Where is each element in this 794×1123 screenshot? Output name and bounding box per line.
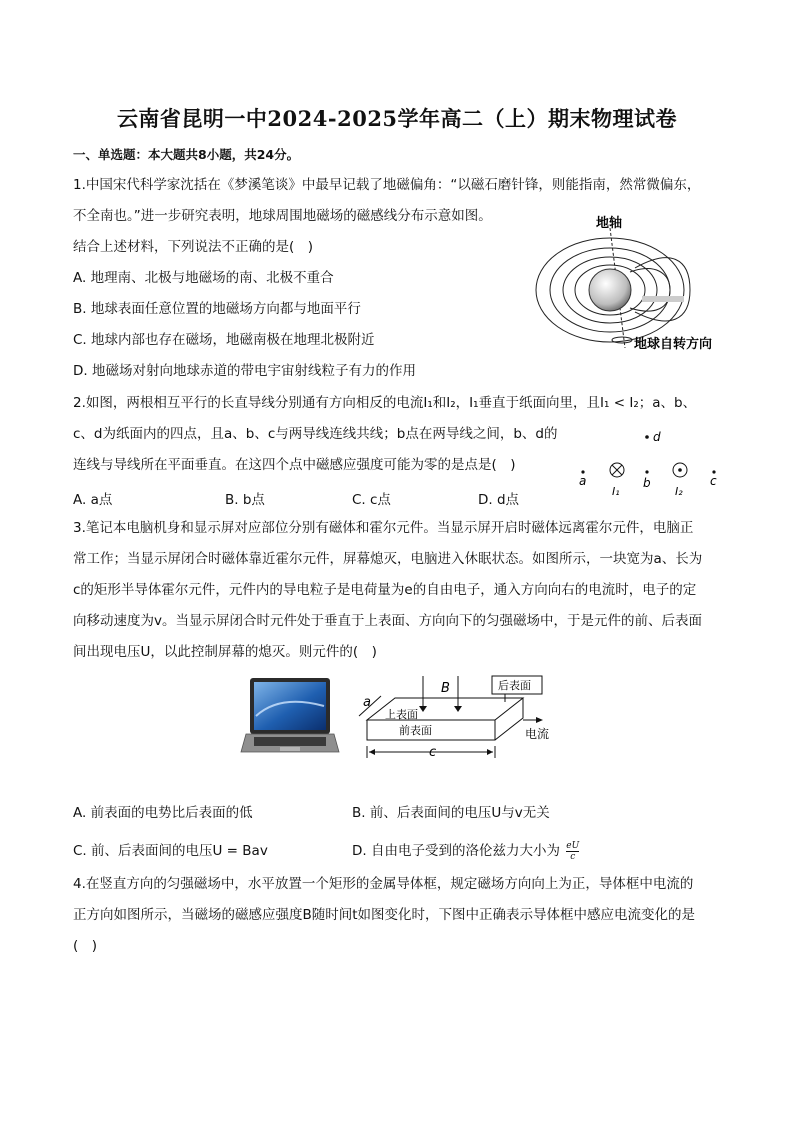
hall-element-figure <box>355 668 555 768</box>
current-arrow <box>536 717 543 723</box>
length-c-label: c <box>429 745 437 760</box>
point-d-dot <box>645 435 649 439</box>
front-surface-label: 前表面 <box>399 724 432 737</box>
back-surface-label: 后表面 <box>498 679 531 692</box>
wire-i2-label: I₂ <box>675 485 683 498</box>
q2-line1: 2.如图，两根相互平行的长直导线分别通有方向相反的电流I₁和I₂，I₁垂直于纸面向里，且I₁ < I₂；a、b、 <box>73 395 697 411</box>
point-b-label: b <box>643 476 651 490</box>
earth-axis-label: 地轴 <box>596 216 623 231</box>
q3-line5: 间出现电压U，以此控制屏幕的熄灭。则元件的( ) <box>73 644 377 660</box>
q1-line2: 不全南也。”进一步研究表明，地球周围地磁场的磁感线分布示意如图。 <box>73 208 492 224</box>
q4-line1: 4.在竖直方向的匀强磁场中，水平放置一个矩形的金属导体框，规定磁场方向向上为正，导体框中电流的 <box>73 876 694 892</box>
point-b-dot <box>645 470 648 473</box>
side-surface <box>495 698 523 740</box>
top-surface-label: 上表面 <box>385 708 418 721</box>
earth-rotation-label: 地球自转方向 <box>634 337 713 352</box>
q2-option-c: C. c点 <box>352 492 391 508</box>
q1-option-d: D. 地磁场对射向地球赤道的带电宇宙射线粒子有力的作用 <box>73 363 416 379</box>
q2-option-d: D. d点 <box>478 492 520 508</box>
q4-line2: 正方向如图所示，当磁场的磁感应强度B随时间t如图变化时，下图中正确表示导体框中感应电流变化的是 <box>73 907 696 923</box>
q3-option-c: C. 前、后表面间的电压U = Bav <box>73 843 268 859</box>
width-a-label: a <box>363 695 371 710</box>
q3-line4: 向移动速度为v。当显示屏闭合时元件处于垂直于上表面、方向向下的匀强磁场中，于是元件的前、后表面 <box>73 613 702 629</box>
fraction-numerator: eU <box>566 840 580 851</box>
earth-magnetic-field-figure <box>530 208 730 358</box>
q3-option-d <box>352 839 579 862</box>
current-label: 电流 <box>525 727 550 741</box>
q3-option-a: A. 前表面的电势比后表面的低 <box>73 805 253 821</box>
q3-option-d-text: D. 自由电子受到的洛伦兹力大小为 <box>352 843 560 859</box>
q2-line3: 连线与导线所在平面垂直。在这四个点中磁感应强度可能为零的是点是( ) <box>73 457 516 473</box>
q3-line2: 常工作；当显示屏闭合时磁体靠近霍尔元件，屏幕熄灭，电脑进入休眠状态。如图所示，一块宽为a、长为 <box>73 551 703 567</box>
section-heading: 一、单选题：本大题共8小题，共24分。 <box>73 147 300 162</box>
q2-line2: c、d为纸面内的四点，且a、b、c与两导线连线共线；b点在两导线之间，b、d的 <box>73 426 558 442</box>
q2-option-a: A. a点 <box>73 492 113 508</box>
laptop-image <box>240 676 340 761</box>
q4-line3: ( ) <box>73 938 98 954</box>
q1-option-b: B. 地球表面任意位置的地磁场方向都与地面平行 <box>73 301 361 317</box>
q3-option-b: B. 前、后表面间的电压U与v无关 <box>352 805 550 821</box>
laptop-keyboard <box>254 737 326 746</box>
point-c-label: c <box>710 474 717 488</box>
q1-option-a: A. 地理南、北极与地磁场的南、北极不重合 <box>73 270 334 286</box>
field-b-label: B <box>441 681 450 696</box>
laptop-screen <box>254 682 326 730</box>
two-wires-figure <box>572 425 732 505</box>
q2-option-b: B. b点 <box>225 492 265 508</box>
q3-line3: c的矩形半导体霍尔元件，元件内的导电粒子是电荷量为e的自由电子，通入方向向右的电流时，电子的定 <box>73 582 697 598</box>
fraction-eu-over-c <box>566 841 579 862</box>
q1-option-c: C. 地球内部也存在磁场，地磁南极在地理北极附近 <box>73 332 375 348</box>
equator-band <box>642 296 684 302</box>
q3-line1: 3.笔记本电脑机身和显示屏对应部位分别有磁体和霍尔元件。当显示屏开启时磁体远离霍尔元件，电脑正 <box>73 520 694 536</box>
wire-i1-into-page <box>610 463 624 477</box>
page-title: 云南省昆明一中2024-2025学年高二（上）期末物理试卷 <box>116 106 678 131</box>
point-d-label: d <box>653 430 661 444</box>
wire-i1-label: I₁ <box>612 485 620 498</box>
point-a-label: a <box>579 474 587 488</box>
fraction-denominator: c <box>570 851 576 862</box>
field-line <box>630 269 670 311</box>
earth-sphere <box>589 269 631 311</box>
q1-line3: 结合上述材料，下列说法不正确的是( ) <box>73 239 314 255</box>
q1-line1: 1.中国宋代科学家沈括在《梦溪笔谈》中最早记载了地磁偏角：“以磁石磨针锋，则能指南，然常微偏东， <box>73 177 701 193</box>
wire-i2-out-of-page <box>673 463 687 477</box>
